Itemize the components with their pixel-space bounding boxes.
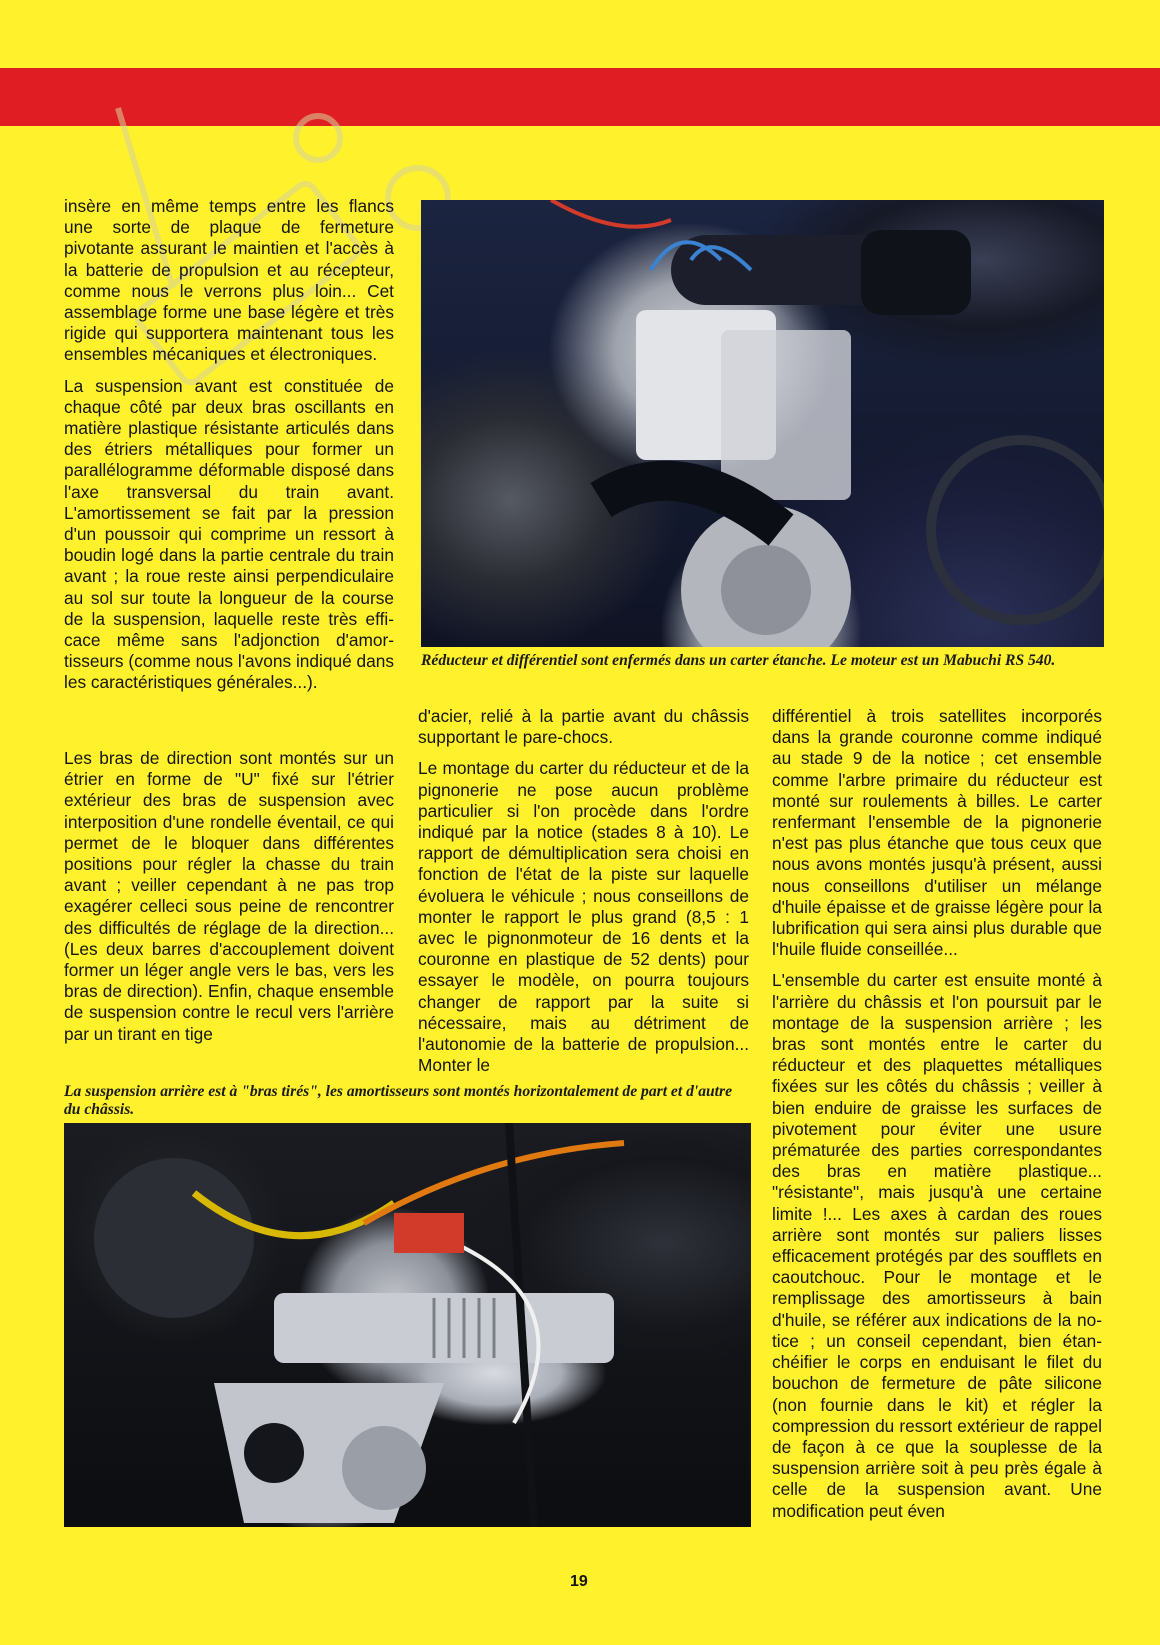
paragraph: La suspension avant est constituée de chaque côté par deux bras oscillants en matière plastique résistante articulés dans des étriers métalliques pour former un parallélogramme déformable disposé dans l'axe transversal du train avant. L'amortissement se fait par la pression d'un poussoir qui comprime un ressort à boudin logé dans la partie centrale du train avant ; la roue reste ainsi perpendiculaire au sol sur toute la longueur de la course de la suspension, laquelle reste très efficace même sans l'adjonction d'amortisseurs (comme nous l'avons indiqué dans les caractéristiques générales...). [64,375,394,693]
photo-gearbox-motor [421,200,1104,647]
paragraph: d'acier, relié à la partie avant du châssis supportant le pare-chocs. [418,706,749,748]
paragraph: Les bras de direction sont montés sur un étrier en forme de "U" fixé sur l'étrier extérieur des bras de suspension avec interposition d'une rondelle éventail, ce qui permet de le bloquer dans différentes positions pour régler la chasse du train avant ; veiller cependant à ne pas trop exagérer celleci sous peine de rencontrer des difficultés de réglage de la direction... (Les deux barres d'accouplement doivent former un léger angle vers le bas, vers les bras de direction). Enfin, chaque ensemble de suspension contre le recul vers l'arrière par un tirant en tige [64,748,394,1044]
column-left-bottom [64,748,394,1045]
page-number: 19 [570,1573,588,1590]
column-middle [418,706,749,1076]
caption-top-photo: Réducteur et différentiel sont enfermés dans un carter étanche. Le moteur est un Mabuchi RS 540. [421,652,1056,669]
paragraph: Le montage du carter du réducteur et de la pignonerie ne pose aucun problème particulier si l'on procède dans l'ordre indiqué par la notice (stades 8 à 10). Le rapport de démultiplication sera choisi en fonction de l'état de la piste sur laquelle évoluera le véhicule ; nous conseillons de monter le rapport le plus grand (8,5 : 1 avec le pignonmoteur de 16 dents et la couronne en plastique de 52 dents) pour essayer le modèle, on pourra toujours changer de rapport par la suite si nécessaire, mais au détriment de l'autonomie de la batterie de propulsion... Monter le [418,758,749,1076]
paragraph: différentiel à trois satellites incorporés dans la grande couronne comme indiqué au stade 9 de la notice ; cet ensemble comme l'arbre primaire du réducteur est monté sur roulements à billes. Le carter renfermant l'ensemble de la pignonerie n'est pas plus étanche que tous ceux que nous avons montés jusqu'à présent, aussi nous conseillons d'utiliser un mélange d'huile épaisse et de graisse légère pour la lubrification qui sera ainsi plus durable que l'huile fluide conseillée... [772,706,1102,960]
column-left-top [64,196,394,694]
photo-rear-suspension [64,1123,751,1527]
paragraph: insère en même temps entre les flancs une sorte de plaque de fermeture pivotante assurant le maintien et l'accès à la batterie de propulsion et au récepteur, comme nous le verrons plus loin... Cet assemblage forme une base légère et très rigide qui supportera maintenant tous les ensembles mécaniques et électroniques. [64,196,394,365]
gearbox-illustration [421,200,1104,647]
column-right [772,706,1102,1522]
paragraph: L'ensemble du carter est ensuite monté à l'arrière du châssis et l'on poursuit par le montage de la suspension arrière ; les bras sont montés entre le carter du réducteur et des plaquettes métalliques fixées sur les côtés du châssis ; veiller à bien enduire de graisse les surfaces de pivotement pour éviter une usure prématurée des parties correspondantes des bras en matière plastique... "résistante", mais jusqu'à une certaine limite !... Les axes à cardan des roues arrière sont montés sur paliers lisses efficacement protégés par des soufflets en caoutchouc. Pour le montage et le remplissage des amortisseurs à bain d'huile, se référer aux indications de la notice ; un conseil cependant, bien étanchéifier le corps en enduisant le filet du bouchon de fermeture de pâte silicone (non fournie dans le kit) et régler la compression du ressort extérieur de rappel de façon à ce que la souplesse de la suspension arrière soit à peu près égale à celle de la suspension avant. Une modification peut éven [772,970,1102,1521]
rear-suspension-illustration [64,1123,751,1527]
caption-bottom-photo: La suspension arrière est à "bras tirés", les amortisseurs sont montés horizontalement de part et d'autre du châssis. [64,1083,733,1118]
